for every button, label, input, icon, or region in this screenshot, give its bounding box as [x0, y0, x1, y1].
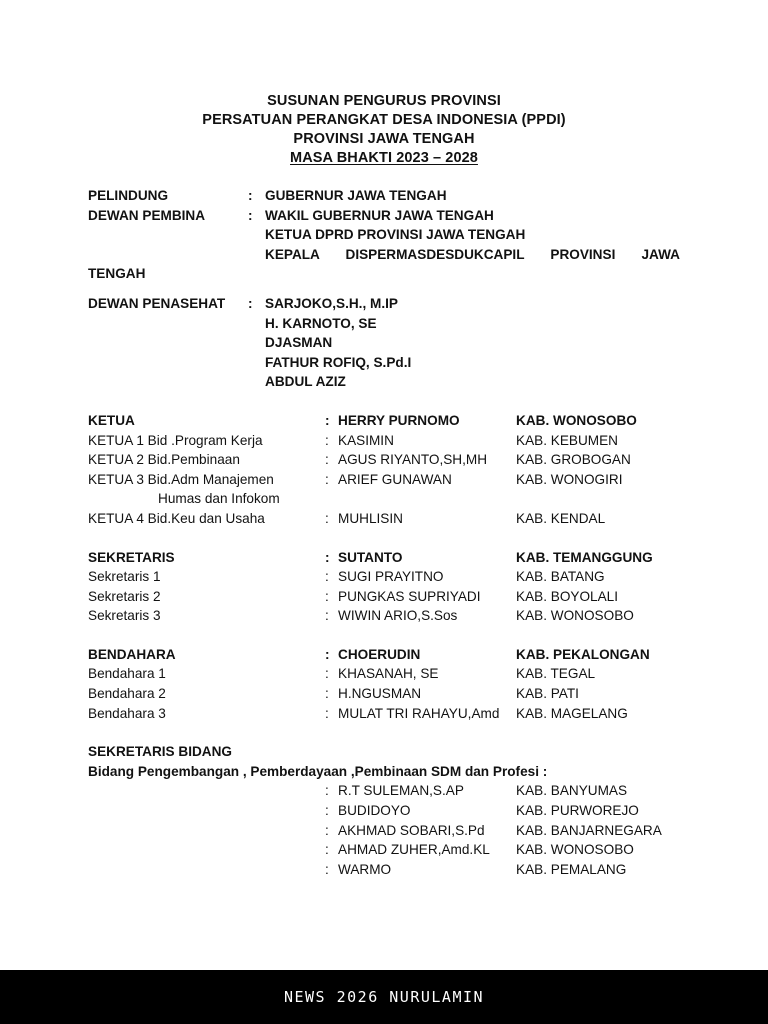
row-value: AKHMAD SOBARI,S.Pd — [338, 822, 485, 838]
row-value: KHASANAH, SE — [338, 666, 439, 682]
row-ketua-3 — [88, 470, 680, 490]
row-colon: : — [248, 295, 253, 311]
section-secretaries — [88, 548, 680, 626]
row-kepala-dispermasdes — [88, 245, 680, 265]
row-value: KASIMIN — [338, 432, 394, 448]
row-pelindung — [88, 186, 680, 206]
row-kepala-wrapped-tail: TENGAH — [88, 266, 146, 282]
row-field-secretary — [88, 860, 680, 880]
row-value: GUBERNUR JAWA TENGAH — [265, 188, 447, 203]
row-label: KETUA — [88, 412, 135, 428]
row-region: KAB. KEBUMEN — [516, 432, 618, 448]
row-region: KAB. WONOSOBO — [516, 608, 634, 624]
row-region: KAB. MAGELANG — [516, 705, 628, 721]
row-value: R.T SULEMAN,S.AP — [338, 783, 464, 799]
row-label: DEWAN PENASEHAT — [88, 295, 226, 311]
row-sekretaris-1 — [88, 567, 680, 587]
row-region: KAB. BOYOLALI — [516, 588, 618, 604]
row-sekretaris-2 — [88, 587, 680, 607]
row-colon: : — [325, 608, 329, 624]
row-label: Sekretaris 1 — [88, 569, 161, 585]
row-region: KAB. PEMALANG — [516, 861, 627, 877]
row-colon: : — [325, 510, 329, 526]
section-chairs — [88, 411, 680, 529]
row-value: BUDIDOYO — [338, 803, 411, 819]
row-label: Bendahara 3 — [88, 705, 166, 721]
row-field-secretary — [88, 801, 680, 821]
row-sekretaris-3 — [88, 606, 680, 626]
row-value: PUNGKAS SUPRIYADI — [338, 588, 481, 604]
row-value-justified: KEPALA DISPERMASDESDUKCAPIL PROVINSI JAWA — [265, 246, 680, 262]
row-ketua-4 — [88, 509, 680, 529]
row-label: KETUA 2 Bid.Pembinaan — [88, 452, 240, 468]
row-label-continued: Humas dan Infokom — [158, 491, 280, 507]
section-advisors — [88, 294, 680, 392]
title-line-1: SUSUNAN PENGURUS PROVINSI — [267, 93, 501, 109]
row-value: AGUS RIYANTO,SH,MH — [338, 452, 488, 468]
row-ketua-3-subline — [88, 489, 680, 509]
row-colon: : — [325, 549, 330, 565]
section-treasurers — [88, 645, 680, 723]
row-value: SUGI PRAYITNO — [338, 569, 444, 585]
row-value: MUHLISIN — [338, 510, 403, 526]
row-bendahara-2 — [88, 684, 680, 704]
field-secretary-heading: SEKRETARIS BIDANG — [88, 744, 233, 760]
row-region: KAB. TEMANGGUNG — [516, 549, 653, 565]
document-body — [88, 186, 680, 879]
row-value: MULAT TRI RAHAYU,Amd — [338, 705, 500, 721]
title-line-2: PERSATUAN PERANGKAT DESA INDONESIA (PPDI) — [202, 112, 566, 128]
row-colon: : — [248, 188, 253, 203]
row-region: KAB. WONOSOBO — [516, 412, 637, 428]
row-colon: : — [325, 569, 329, 585]
row-value: KETUA DPRD PROVINSI JAWA TENGAH — [265, 227, 526, 243]
row-region: KAB. TEGAL — [516, 666, 596, 682]
row-colon: : — [325, 822, 329, 838]
row-field-secretary — [88, 840, 680, 860]
row-colon: : — [325, 861, 329, 877]
row-colon: : — [325, 686, 329, 702]
row-colon: : — [325, 412, 330, 428]
row-bendahara-3 — [88, 704, 680, 724]
row-value: SUTANTO — [338, 549, 403, 565]
row-region: KAB. WONOSOBO — [516, 842, 634, 858]
row-ketua — [88, 411, 680, 431]
section-patrons — [88, 186, 680, 284]
row-colon: : — [325, 452, 329, 468]
row-label: Bendahara 2 — [88, 686, 166, 702]
row-region: KAB. WONOGIRI — [516, 471, 623, 487]
row-value: FATHUR ROFIQ, S.Pd.I — [265, 354, 412, 370]
row-label: SEKRETARIS — [88, 549, 175, 565]
row-colon: : — [325, 666, 329, 682]
footer-watermark-bar — [0, 970, 768, 1024]
row-colon: : — [325, 803, 329, 819]
row-value: ABDUL AZIZ — [265, 374, 346, 390]
row-colon: : — [325, 646, 330, 662]
row-value: WIWIN ARIO,S.Sos — [338, 608, 458, 624]
row-region: KAB. KENDAL — [516, 510, 606, 526]
row-label: Bendahara 1 — [88, 666, 166, 682]
row-colon: : — [325, 471, 329, 487]
row-dewan-pembina — [88, 206, 680, 226]
row-colon: : — [325, 842, 329, 858]
row-value: CHOERUDIN — [338, 646, 421, 662]
row-value: SARJOKO,S.H., M.IP — [265, 295, 398, 311]
row-region: KAB. PEKALONGAN — [516, 646, 650, 662]
row-value: ARIEF GUNAWAN — [338, 471, 452, 487]
row-colon: : — [325, 783, 329, 799]
row-bendahara-1 — [88, 664, 680, 684]
row-region: KAB. BATANG — [516, 569, 605, 585]
row-field-secretary — [88, 821, 680, 841]
title-line-4-period: MASA BHAKTI 2023 – 2028 — [290, 150, 478, 166]
row-bendahara — [88, 645, 680, 665]
row-value: H.NGUSMAN — [338, 686, 422, 702]
title-line-3: PROVINSI JAWA TENGAH — [293, 131, 475, 147]
row-field-secretary — [88, 781, 680, 801]
row-region: KAB. GROBOGAN — [516, 452, 631, 468]
row-advisor — [88, 372, 680, 392]
row-label: KETUA 4 Bid.Keu dan Usaha — [88, 510, 265, 526]
row-colon: : — [325, 432, 329, 448]
row-label: Sekretaris 3 — [88, 608, 161, 624]
section-field-secretaries — [88, 742, 680, 879]
row-colon: : — [325, 588, 329, 604]
row-value: AHMAD ZUHER,Amd.KL — [338, 842, 490, 858]
row-value: WAKIL GUBERNUR JAWA TENGAH — [265, 207, 494, 223]
footer-watermark-text: NEWS 2026 NURULAMIN — [283, 988, 485, 1006]
row-label: Sekretaris 2 — [88, 588, 161, 604]
row-ketua-dprd — [88, 225, 680, 245]
row-ketua-2 — [88, 450, 680, 470]
row-region: KAB. PATI — [516, 686, 579, 702]
row-region: KAB. BANJARNEGARA — [516, 822, 662, 838]
row-value: WARMO — [338, 861, 392, 877]
row-advisor — [88, 333, 680, 353]
row-dewan-penasehat — [88, 294, 680, 314]
row-region: KAB. BANYUMAS — [516, 783, 628, 799]
row-advisor — [88, 353, 680, 373]
row-colon: : — [325, 705, 329, 721]
row-region: KAB. PURWOREJO — [516, 803, 639, 819]
row-label: BENDAHARA — [88, 646, 176, 662]
document-title-block — [88, 92, 680, 168]
row-advisor — [88, 314, 680, 334]
row-label: KETUA 1 Bid .Program Kerja — [88, 432, 263, 448]
row-value: HERRY PURNOMO — [338, 412, 460, 428]
row-label: DEWAN PEMBINA — [88, 207, 206, 223]
row-colon: : — [248, 207, 253, 223]
row-label: PELINDUNG — [88, 188, 169, 203]
row-value: DJASMAN — [265, 335, 333, 351]
field-secretary-subheading: Bidang Pengembangan , Pemberdayaan ,Pembinaan SDM dan Profesi : — [88, 763, 548, 779]
row-sekretaris — [88, 548, 680, 568]
row-value: H. KARNOTO, SE — [265, 315, 377, 331]
row-label: KETUA 3 Bid.Adm Manajemen — [88, 471, 274, 487]
row-ketua-1 — [88, 431, 680, 451]
